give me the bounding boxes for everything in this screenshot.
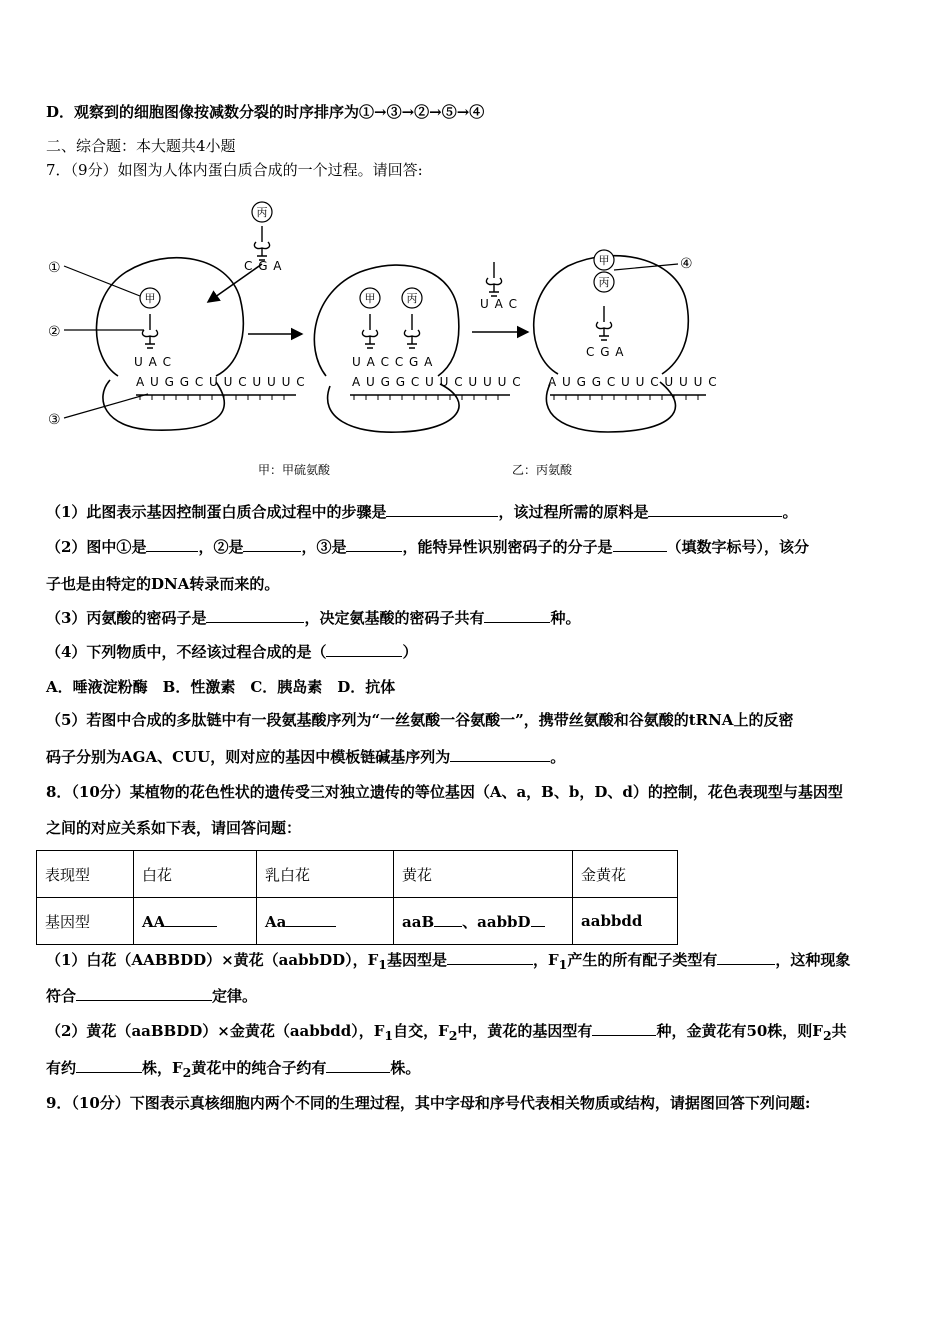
trna-free-1 (254, 226, 269, 260)
label-3: ③ (48, 412, 61, 428)
anticodon-uaccga: U A C C G A (352, 355, 434, 369)
q7-part1: （1）此图表示基因控制蛋白质合成过程中的步骤是 ，该过程所需的原料是 。 (46, 503, 798, 521)
q7-part3: （3）丙氨酸的密码子是 ，决定氨基酸的密码子共有 种。 (46, 609, 581, 627)
trna-free-2 (486, 262, 501, 296)
q8-part2-cont: 有约 株，$F_2$黄花中的纯合子约有 株。 (46, 1059, 421, 1080)
mrna-2: A U G G C U U C U U U C (352, 375, 522, 389)
ribosome-2-small (328, 384, 459, 432)
anticodon-uac-free: U A C (480, 297, 518, 311)
q8-stem-cont: 之间的对应关系如下表，请回答问题： (46, 819, 302, 837)
trna-bound-2a (362, 314, 377, 348)
table-cell: aabbdd (573, 898, 678, 945)
q7-part2-cont: 子也是由特定的DNA转录而来的。 (46, 575, 280, 593)
amino-bing-3: 丙 (598, 276, 610, 289)
mrna-3: A U G G C U U C U U U C (548, 375, 718, 389)
anticodon-cga-free: C G A (244, 259, 283, 273)
q7-part2: （2）图中①是 ，②是 ，③是 ，能特异性识别密码子的分子是 （填数字标号），该分 (46, 538, 810, 556)
section-title: 二、综合题：本大题共4小题 (46, 137, 236, 155)
q7-options: A．唾液淀粉酶 B．性激素 C．胰岛素 D．抗体 (46, 678, 396, 696)
trna-bound-2b (404, 314, 419, 348)
trna-bound-1 (142, 314, 157, 348)
table-cell: aaB 、aabbD (394, 898, 573, 945)
q8-part1-cont: 符合 定律。 (46, 987, 258, 1005)
label-2: ② (48, 324, 61, 340)
anticodon-cga-3: C G A (586, 345, 625, 359)
amino-jia-3: 甲 (598, 254, 610, 267)
q7-part5: （5）若图中合成的多肽链中有一段氨基酸序列为“一丝氨酸一谷氨酸一”，携带丝氨酸和谷氨酸的tRNA上的反密 (46, 711, 794, 729)
label-4: ④ (680, 256, 693, 272)
table-cell: 乳白花 (257, 851, 394, 898)
table-row (37, 851, 678, 898)
anticodon-uac-1: U A C (134, 355, 172, 369)
table-cell: 黄花 (394, 851, 573, 898)
trna-bound-3 (596, 306, 611, 340)
q7-part4: （4）下列物质中，不经该过程合成的是（ ） (46, 643, 418, 661)
amino-jia-1: 甲 (144, 292, 156, 305)
amino-bing-free: 丙 (256, 206, 268, 219)
table-cell: 表现型 (37, 851, 134, 898)
amino-bing-2: 丙 (406, 292, 418, 305)
q8-part2: （2）黄花（aaBBDD）×金黄花（aabbdd），$F_1$自交，$F_2$中，黄花的基因型有 种，金黄花有50株，则$F_2$共 (46, 1022, 847, 1043)
table-cell: 基因型 (37, 898, 134, 945)
table-cell: AA (134, 898, 257, 945)
q8-stem: 8．（10分）某植物的花色性状的遗传受三对独立遗传的等位基因（A、a，B、b，D、d）的控制，花色表现型与基因型 (46, 783, 843, 801)
table-row (37, 898, 678, 945)
q8-part1: （1）白花（AABBDD）×黄花（aabbDD），$F_1$基因型是 ，$F_1$产生的所有配子类型有 ，这种现象 (46, 951, 851, 972)
q9-stem: 9．（10分）下图表示真核细胞内两个不同的生理过程，其中字母和序号代表相关物质或结构，请据图回答下列问题: (46, 1094, 811, 1112)
genotype-table (36, 850, 678, 945)
label-1: ① (48, 260, 61, 276)
mrna-1: A U G G C U U C U U U C (136, 375, 306, 389)
q7-part5-cont: 码子分别为AGA、CUU，则对应的基因中模板链碱基序列为 。 (46, 748, 566, 766)
ribosome-3-small (546, 382, 675, 432)
option-d: D．观察到的细胞图像按减数分裂的时序排序为①→③→②→⑤→④ (46, 103, 485, 121)
caption-jia: 甲：甲硫氨酸 (258, 463, 331, 477)
table-cell: Aa (257, 898, 394, 945)
q7-stem: 7．（9分）如图为人体内蛋白质合成的一个过程。请回答: (46, 161, 423, 179)
amino-jia-2: 甲 (364, 292, 376, 305)
table-cell: 白花 (134, 851, 257, 898)
table-cell: 金黄花 (573, 851, 678, 898)
protein-synthesis-figure (40, 188, 720, 488)
caption-yi: 乙：丙氨酸 (512, 463, 573, 477)
